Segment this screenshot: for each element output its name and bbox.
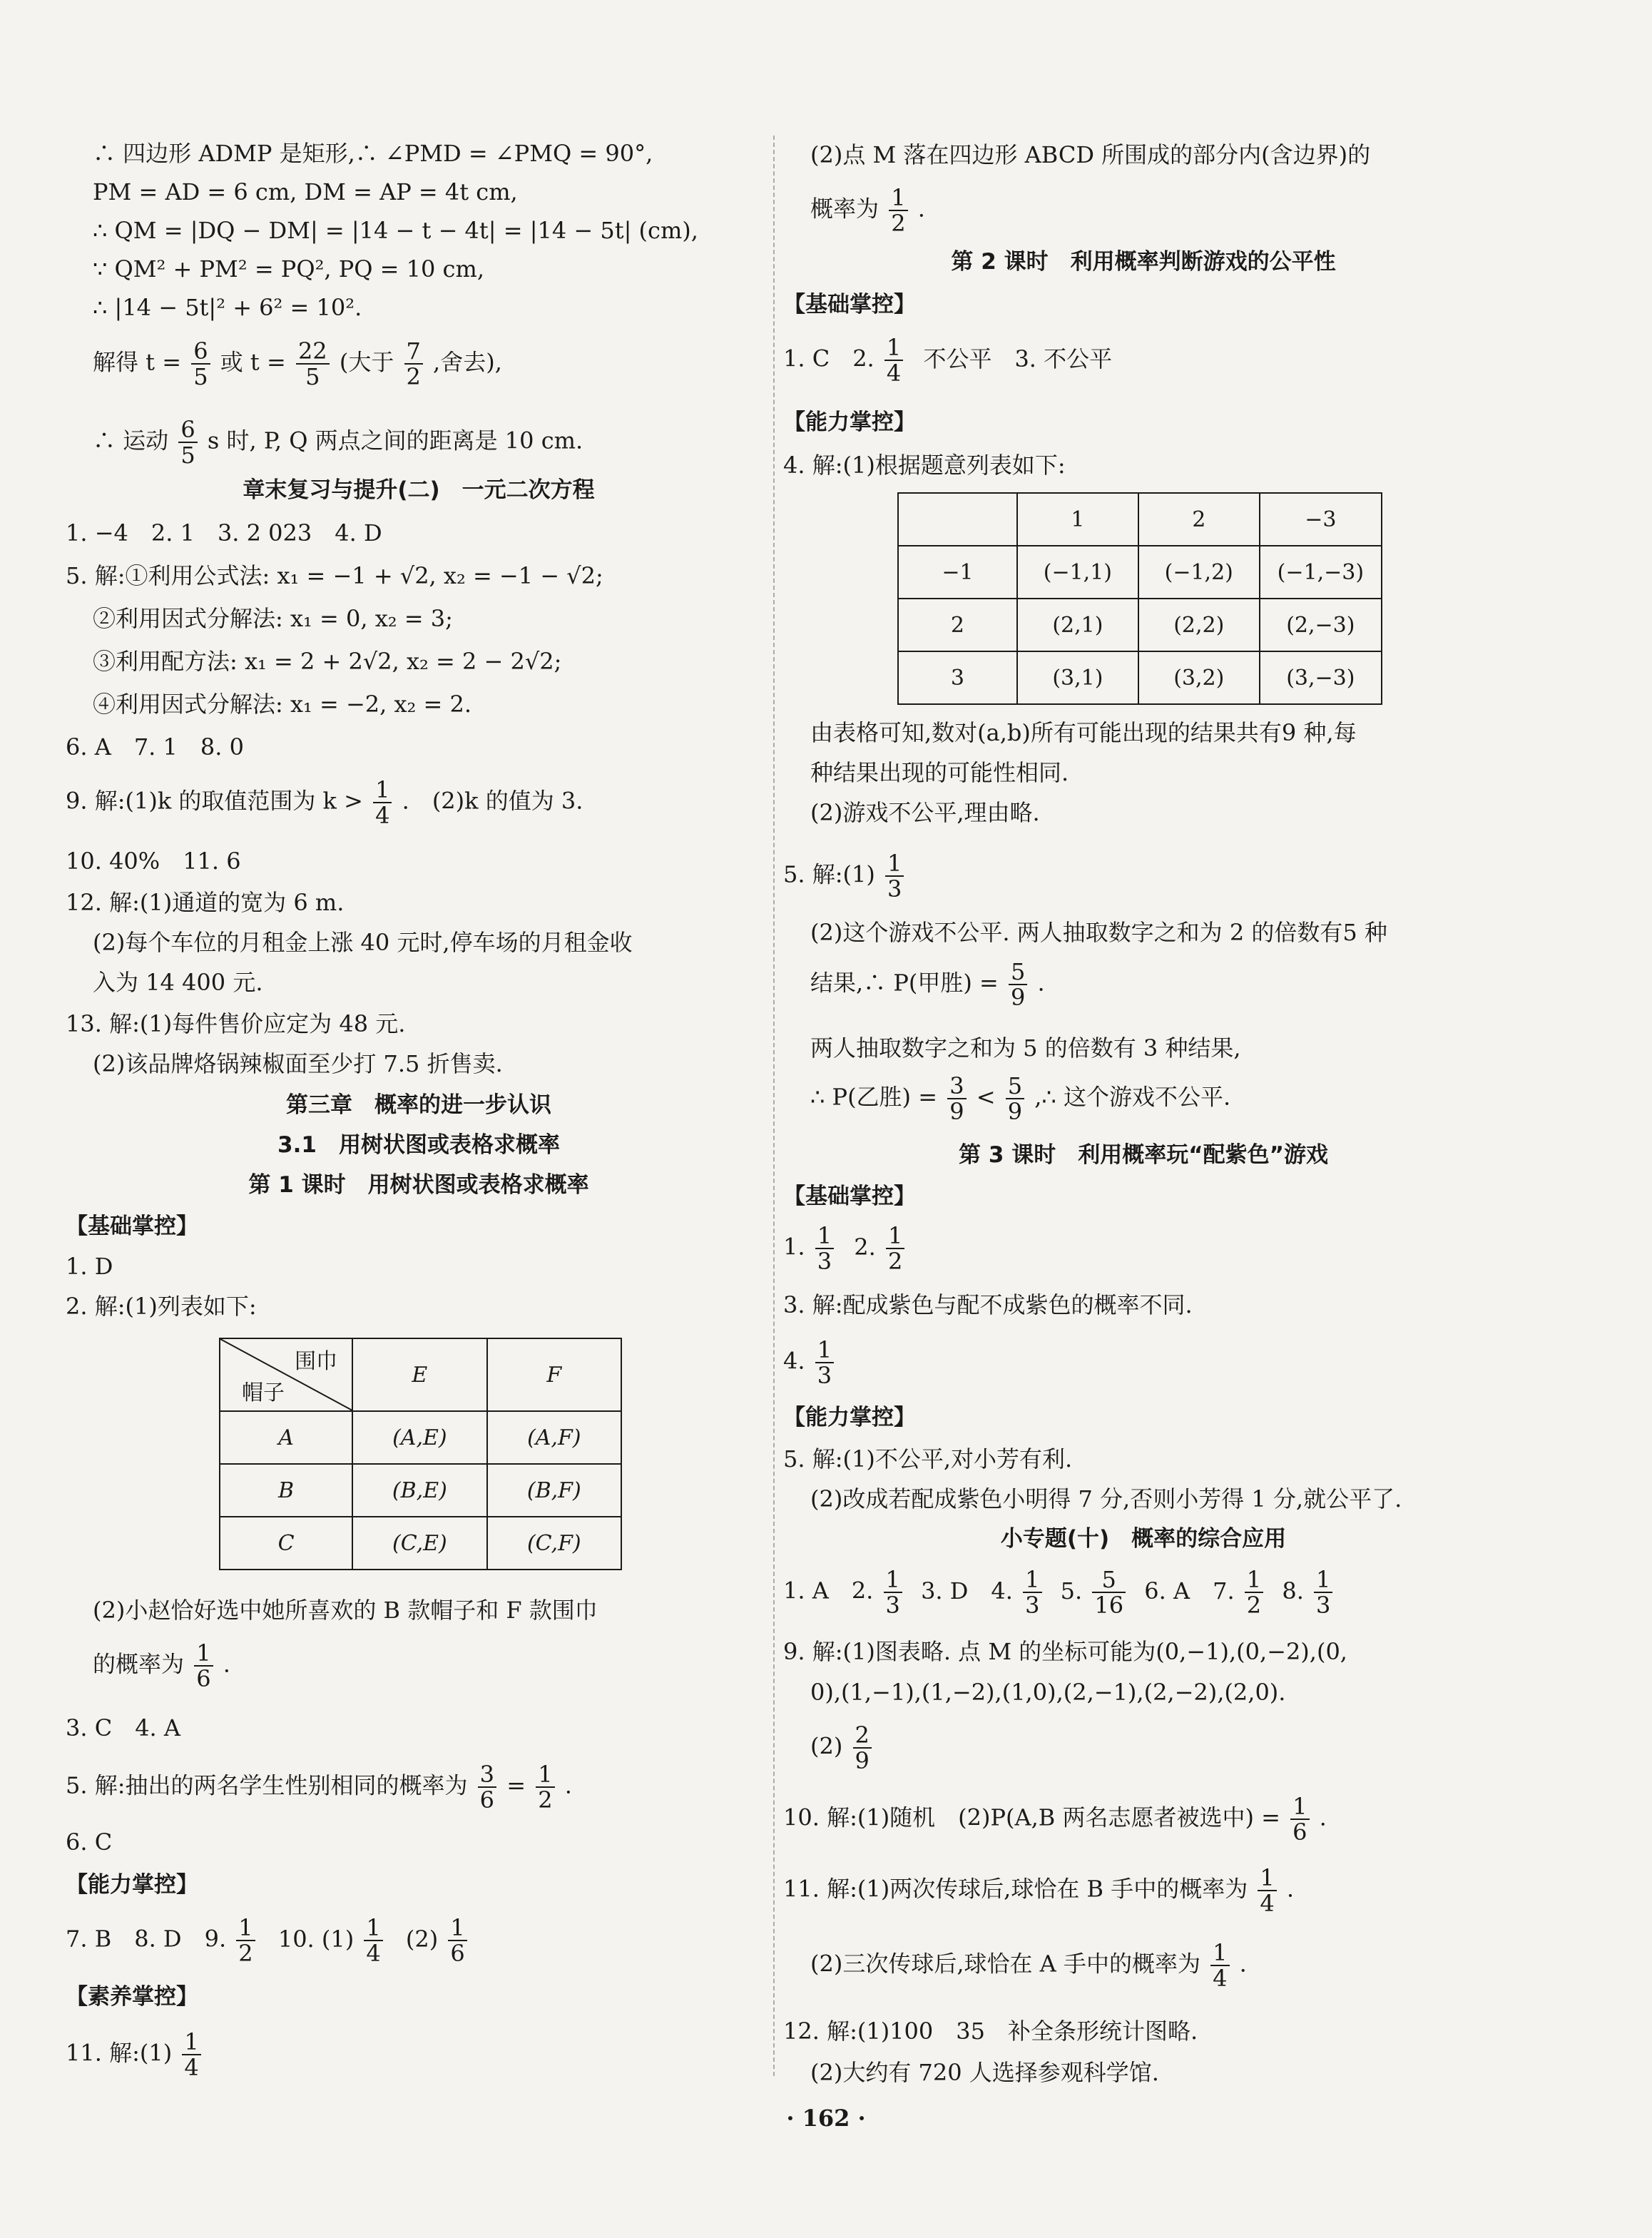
table-row [220,1517,621,1570]
fraction: $\frac{1}{2}$ [1245,1567,1263,1617]
answer-line: (2)大约有 720 人选择参观科学馆. [810,2059,1159,2086]
table-cell: (−1,2) [1138,546,1260,599]
answer-line: (2)改成若配成紫色小明得 7 分,否则小芳得 1 分,就公平了. [810,1485,1402,1512]
text-line: (2)点 M 落在四边形 ABCD 所围成的部分内(含边界)的 [810,141,1371,168]
fraction: $\frac{1}{3}$ [1023,1567,1041,1617]
fraction: $\frac{1}{2}$ [889,185,907,235]
fraction: $\frac{5}{9}$ [1009,960,1027,1009]
table-cell: (−1,1) [1017,546,1138,599]
answer-line: 6. A 7. 1 8. 0 [66,733,244,761]
fraction: $\frac{1}{3}$ [1314,1567,1332,1617]
fraction: $\frac{1}{6}$ [194,1641,213,1691]
answer-line: 1. D [66,1253,113,1280]
column-header: 2 [1138,493,1260,546]
table-cell: (−1,−3) [1260,546,1382,599]
row-header: 3 [898,651,1017,704]
table-cell: (B,F) [526,1477,581,1503]
answer-line: 5. 解:(1) $\frac{1}{3}$ [783,851,907,901]
answer-line: 10. 40% 11. 6 [66,848,241,875]
answer-line: (2)游戏不公平,理由略. [810,799,1040,826]
fraction: $\frac{1}{4}$ [884,335,903,385]
answer-line: 种结果出现的可能性相同. [810,759,1069,786]
fraction: $\frac{1}{3}$ [884,1567,902,1617]
row-header: C [277,1530,295,1556]
table-cell: (C,F) [526,1530,581,1556]
column-divider [773,136,775,2076]
answer-line: 6. C [66,1828,113,1856]
lesson-heading: 第 1 课时 用树状图或表格求概率 [248,1172,589,1198]
answer-line: 9. 解:(1)图表略. 点 M 的坐标可能为(0,−1),(0,−2),(0, [783,1638,1347,1665]
answer-line: ②利用因式分解法: x₁ = 0, x₂ = 3; [93,605,453,632]
answer-line: (2) $\frac{2}{9}$ [783,1723,875,1773]
chapter-heading: 第三章 概率的进一步认识 [286,1092,551,1118]
answer-line: 1. $\frac{1}{3}$ 2. $\frac{1}{2}$ [783,1224,907,1273]
fraction: $\frac{1}{2}$ [236,1916,255,1965]
answer-line: 的概率为 $\frac{1}{6}$ . [93,1639,230,1692]
fraction: $\frac{3}{6}$ [478,1762,496,1812]
number-pair-table [897,492,1382,705]
hat-scarf-table [219,1338,622,1570]
row-header: A [278,1425,294,1450]
table-cell: (A,F) [527,1425,581,1450]
column-header: 1 [1017,493,1138,546]
subsection-label: 【能力掌控】 [783,410,916,435]
row-header: 2 [898,599,1017,651]
answer-line: 0),(1,−1),(1,−2),(1,0),(2,−1),(2,−2),(2,0). [810,1679,1286,1706]
fraction: $\frac{5}{9}$ [1006,1074,1024,1124]
answer-line: 11. 解:(1)两次传球后,球恰在 B 手中的概率为 $\frac{1}{4}$ . [783,1864,1295,1917]
answer-line: 两人抽取数字之和为 5 的倍数有 3 种结果, [810,1034,1241,1062]
table-cell: (2,1) [1017,599,1138,651]
table-row [898,546,1382,599]
fraction: $\frac{1}{4}$ [1258,1866,1276,1916]
fraction: $\frac{1}{4}$ [364,1916,382,1965]
fraction: $\frac{7}{2}$ [404,339,423,389]
subsection-label: 【基础掌控】 [66,1214,198,1239]
answer-line: (2)每个车位的月租金上涨 40 元时,停车场的月租金收 [93,929,633,956]
table-cell: (3,2) [1138,651,1260,704]
answer-line: 13. 解:(1)每件售价应定为 48 元. [66,1010,406,1037]
lesson-heading: 第 3 课时 利用概率玩“配紫色”游戏 [959,1142,1328,1168]
subsection-label: 【能力掌控】 [783,1405,916,1430]
fraction: $\frac{1}{4}$ [373,778,392,828]
answer-line: 12. 解:(1)通道的宽为 6 m. [66,889,345,916]
solution-line: 解得 t = $\frac{6}{5}$ 或 t = $\frac{22}{5}$ (大于 $\frac{7}{2}$ ,舍去), [93,337,502,390]
fraction: $\frac{22}{5}$ [296,339,330,389]
answer-line: 9. 解:(1)k 的取值范围为 k > $\frac{1}{4}$ . (2)k 的值为 3. [66,776,583,829]
answer-line: 1. A 2. $\frac{1}{3}$ 3. D 4. $\frac{1}{3}$ 5. $\frac{5}{16}$ 6. A 7. $\frac{1}{2}$ 8. $\frac{1}{3}$ [783,1567,1335,1617]
table-row [220,1464,621,1517]
fraction: $\frac{1}{6}$ [1290,1794,1309,1844]
conclusion-line: ∴ 运动 $\frac{6}{5}$ s 时, P, Q 两点之间的距离是 10 cm. [93,416,583,469]
section-heading: 3.1 用树状图或表格求概率 [277,1132,560,1158]
answer-line: ④利用因式分解法: x₁ = −2, x₂ = 2. [93,691,472,718]
table-cell: (3,−3) [1260,651,1382,704]
fraction: $\frac{1}{3}$ [885,851,904,901]
fraction: $\frac{1}{4}$ [182,2030,200,2080]
answer-line: 2. 解:(1)列表如下: [66,1293,257,1320]
table-cell: (2,2) [1138,599,1260,651]
row-header: −1 [898,546,1017,599]
column-header: F [546,1362,562,1388]
answer-line: (2)这个游戏不公平. 两人抽取数字之和为 2 的倍数有5 种 [810,919,1387,946]
fraction: $\frac{1}{4}$ [1210,1941,1229,1990]
section-heading: 章末复习与提升(二) 一元二次方程 [243,477,595,503]
answer-line: 5. 解:抽出的两名学生性别相同的概率为 $\frac{3}{6}$ = $\frac{1}{2}$ . [66,1761,572,1814]
table-cell: (2,−3) [1260,599,1382,651]
subsection-label: 【基础掌控】 [783,292,916,317]
text-line: ∴ |14 − 5t|² + 6² = 10². [93,294,362,321]
table-cell: (B,E) [392,1477,447,1503]
table-row [220,1411,621,1464]
answer-line: 1. C 2. $\frac{1}{4}$ 不公平 3. 不公平 [783,334,1113,387]
fraction: $\frac{1}{6}$ [448,1916,466,1965]
answer-line: 7. B 8. D 9. $\frac{1}{2}$ 10. (1) $\frac{1}{4}$ (2) $\frac{1}{6}$ [66,1916,470,1965]
answer-line: 由表格可知,数对(a,b)所有可能出现的结果共有9 种,每 [810,719,1357,746]
answer-line: (2)小赵恰好选中她所喜欢的 B 款帽子和 F 款围巾 [93,1597,598,1624]
answer-line: ∴ P(乙胜) = $\frac{3}{9}$ < $\frac{5}{9}$ ,∴ 这个游戏不公平. [810,1072,1231,1125]
answer-line: 5. 解:(1)不公平,对小芳有利. [783,1445,1073,1472]
answer-line: 3. 解:配成紫色与配不成紫色的概率不同. [783,1291,1193,1318]
fraction: $\frac{1}{3}$ [815,1224,834,1273]
text-line: ∴ QM = |DQ − DM| = |14 − t − 4t| = |14 − 5t| (cm), [93,217,698,244]
fraction: $\frac{6}{5}$ [178,417,197,467]
subsection-label: 【能力掌控】 [66,1872,198,1898]
table-cell: (A,E) [392,1425,447,1450]
answer-line: 4. 解:(1)根据题意列表如下: [783,452,1066,479]
page-number: · 162 · [786,2105,866,2132]
table-cell: (C,E) [392,1530,447,1556]
answer-line: 入为 14 400 元. [93,969,263,996]
answer-line: ③利用配方法: x₁ = 2 + 2√2, x₂ = 2 − 2√2; [93,648,562,675]
answer-line: (2)该品牌烙锅辣椒面至少打 7.5 折售卖. [93,1050,503,1077]
corner-row-label: 帽子 [242,1380,285,1405]
answer-line: 3. C 4. A [66,1714,181,1741]
fraction: $\frac{1}{2}$ [536,1762,554,1812]
text-line: PM = AD = 6 cm, DM = AP = 4t cm, [93,178,518,205]
fraction: $\frac{6}{5}$ [191,339,210,389]
text-line: ∵ QM² + PM² = PQ², PQ = 10 cm, [93,255,484,283]
fraction: $\frac{3}{9}$ [947,1074,966,1124]
subsection-label: 【基础掌控】 [783,1184,916,1209]
row-header: B [278,1477,295,1503]
fraction: $\frac{1}{2}$ [886,1224,904,1273]
topic-heading: 小专题(十) 概率的综合应用 [1000,1526,1287,1552]
text-line: 概率为 $\frac{1}{2}$ . [810,184,925,237]
column-header: E [412,1362,428,1388]
lesson-heading: 第 2 课时 利用概率判断游戏的公平性 [951,249,1336,275]
corner-col-label: 围巾 [295,1349,338,1374]
answer-line: 结果,∴ P(甲胜) = $\frac{5}{9}$ . [810,958,1045,1011]
table-cell: (3,1) [1017,651,1138,704]
text-line: ∴ 四边形 ADMP 是矩形,∴ ∠PMD = ∠PMQ = 90°, [93,140,653,167]
answer-line: 5. 解:①利用公式法: x₁ = −1 + √2, x₂ = −1 − √2; [66,562,603,589]
fraction: $\frac{2}{9}$ [853,1723,872,1773]
fraction: $\frac{5}{16}$ [1092,1567,1126,1617]
table-row [898,651,1382,704]
subsection-label: 【素养掌控】 [66,1984,198,2010]
answer-line: 10. 解:(1)随机 (2)P(A,B 两名志愿者被选中) = $\frac{1}{6}$ . [783,1793,1327,1846]
answer-line: 12. 解:(1)100 35 补全条形统计图略. [783,2018,1198,2045]
answer-line: 4. $\frac{1}{3}$ [783,1338,837,1388]
column-header: −3 [1260,493,1382,546]
fraction: $\frac{1}{3}$ [815,1338,834,1388]
answer-line: 1. −4 2. 1 3. 2 023 4. D [66,519,382,546]
answer-line: (2)三次传球后,球恰在 A 手中的概率为 $\frac{1}{4}$ . [810,1939,1247,1992]
table-corner-cell [220,1338,352,1411]
answer-line: 11. 解:(1) $\frac{1}{4}$ [66,2030,204,2080]
table-row [898,599,1382,651]
